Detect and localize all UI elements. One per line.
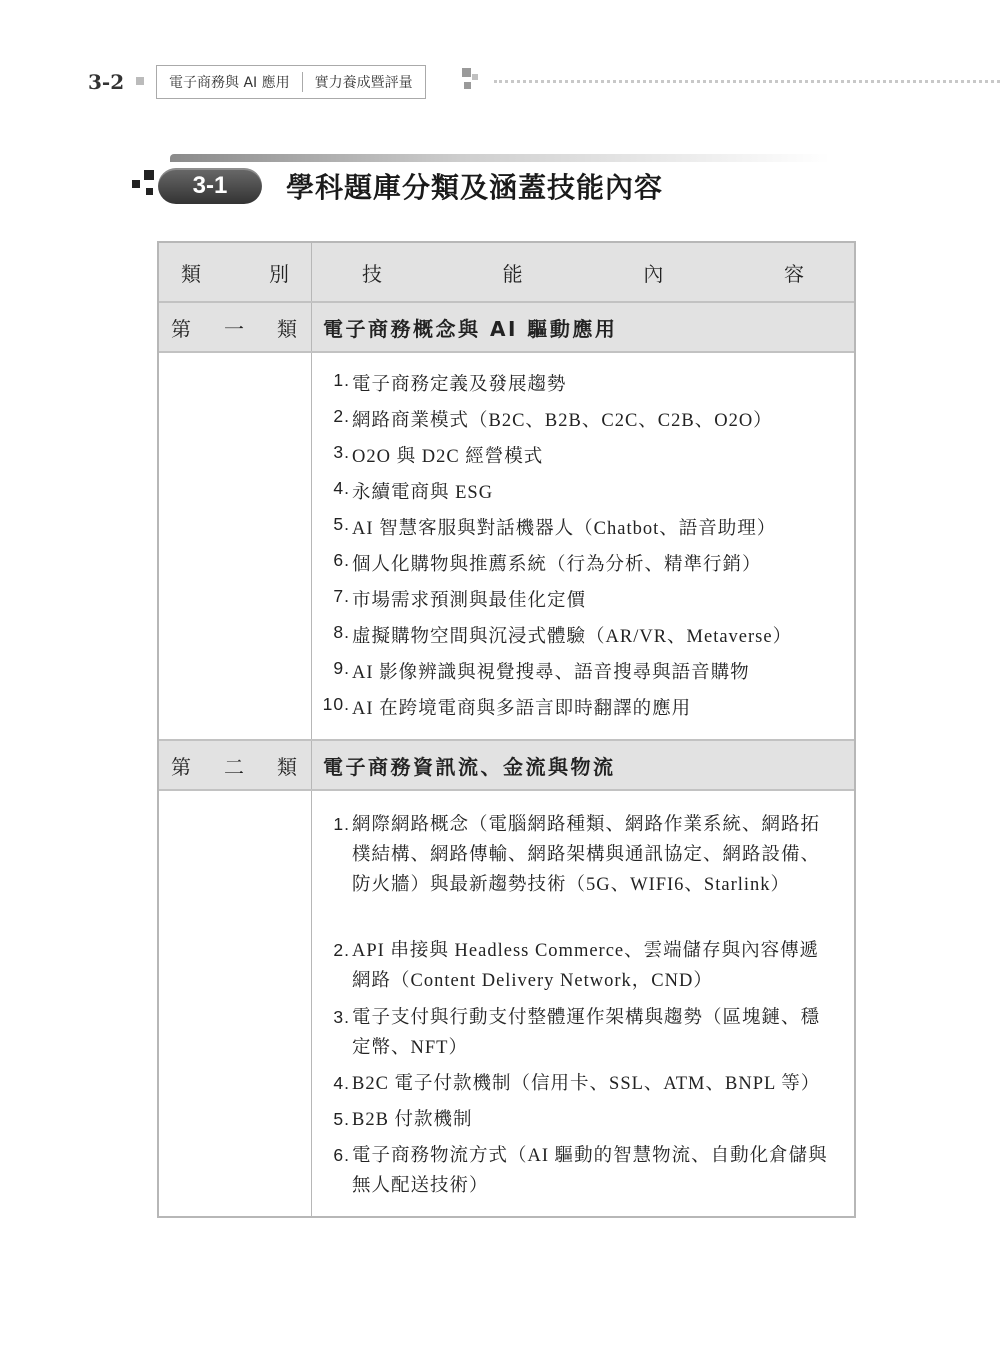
section-number-badge: 3-1	[158, 168, 262, 204]
item-number: 1.	[333, 814, 350, 834]
item-number: 8.	[333, 622, 350, 642]
item-text: AI 在跨境電商與多語言即時翻譯的應用	[352, 699, 692, 719]
item-number: 2.	[333, 406, 350, 426]
header-content-char: 能	[502, 261, 523, 286]
header-category-char: 別	[269, 261, 289, 286]
item-text: 電子商務物流方式（AI 驅動的智慧物流、自動化倉儲與無人配送技術）	[352, 1146, 828, 1196]
item-number: 3.	[333, 442, 350, 462]
item-number: 1.	[333, 370, 350, 390]
section-squares-icon	[130, 170, 160, 200]
item-text: AI 影像辨識與視覺搜尋、語音搜尋與語音購物	[352, 663, 750, 683]
empty-cell	[159, 353, 312, 739]
category-label-char: 二	[224, 754, 244, 779]
item-text: B2B 付款機制	[352, 1110, 473, 1130]
item-text: 永續電商與 ESG	[352, 483, 494, 503]
page-number: 3-2	[88, 70, 125, 94]
category-title: 電子商務資訊流、金流與物流	[323, 754, 616, 779]
item-text: 網路商業模式（B2C、B2B、C2C、C2B、O2O）	[352, 411, 773, 431]
item-number: 9.	[333, 658, 350, 678]
item-number: 10.	[322, 694, 350, 714]
item-number: 3.	[333, 1007, 350, 1027]
empty-cell	[159, 791, 312, 1216]
header-category-cell	[159, 243, 312, 301]
header-category-char: 類	[181, 261, 201, 286]
skill-list	[312, 791, 854, 1216]
category-label-cell	[159, 303, 312, 351]
category-label-char: 一	[224, 316, 244, 341]
category-title: 電子商務概念與 AI 驅動應用	[323, 316, 618, 341]
category-row	[159, 303, 854, 353]
header-dotted-line	[494, 80, 1000, 83]
category-items-row	[159, 791, 854, 1216]
item-text: 網際網路概念（電腦網路種類、網路作業系統、網路拓樸結構、網路傳輸、網路架構與通訊協定、網路設備、防火牆）與最新趨勢技術（5G、WIFI6、Starlink）	[352, 815, 821, 895]
item-text: 個人化購物與推薦系統（行為分析、精準行銷）	[352, 555, 762, 575]
item-text: 電子商務定義及發展趨勢	[352, 375, 567, 395]
item-text: AI 智慧客服與對話機器人（Chatbot、語音助理）	[352, 519, 777, 539]
section-title: 學科題庫分類及涵蓋技能內容	[286, 171, 664, 204]
header-square-icon	[136, 77, 144, 85]
running-header	[0, 62, 1000, 102]
item-text: 虛擬購物空間與沉浸式體驗（AR/VR、Metaverse）	[352, 627, 793, 647]
item-number: 7.	[333, 586, 350, 606]
item-number: 4.	[333, 1073, 350, 1093]
item-number: 6.	[333, 1145, 350, 1165]
skill-list	[312, 353, 854, 739]
header-content-char: 內	[643, 261, 664, 286]
category-label-char: 第	[171, 316, 191, 341]
header-content-char: 容	[783, 261, 804, 286]
item-number: 5.	[333, 514, 350, 534]
header-content-cell	[312, 243, 854, 301]
table-header-row	[159, 243, 854, 303]
category-items-row	[159, 353, 854, 741]
item-text: API 串接與 Headless Commerce、雲端儲存與內容傳遞網路（Content Delivery Network，CND）	[352, 941, 820, 991]
item-text: 電子支付與行動支付整體運作架構與趨勢（區塊鏈、穩定幣、NFT）	[352, 1008, 821, 1058]
item-number: 2.	[333, 940, 350, 960]
item-text: O2O 與 D2C 經營模式	[352, 447, 544, 467]
item-text: 市場需求預測與最佳化定價	[352, 591, 587, 611]
header-content-char: 技	[362, 261, 382, 286]
category-label-char: 類	[277, 754, 297, 779]
section-gradient-bar	[170, 154, 830, 162]
skills-table	[157, 241, 856, 1218]
category-row	[159, 741, 854, 791]
category-label-char: 第	[171, 754, 191, 779]
part-title: 實力養成暨評量	[302, 72, 425, 92]
item-text: B2C 電子付款機制（信用卡、SSL、ATM、BNPL 等）	[352, 1074, 821, 1094]
item-number: 5.	[333, 1109, 350, 1129]
header-squares-icon	[462, 68, 480, 94]
category-label-cell	[159, 741, 312, 789]
header-tab-box	[156, 65, 426, 99]
item-number: 6.	[333, 550, 350, 570]
book-title: 電子商務與 AI 應用	[169, 75, 290, 91]
category-label-char: 類	[277, 316, 297, 341]
item-number: 4.	[333, 478, 350, 498]
